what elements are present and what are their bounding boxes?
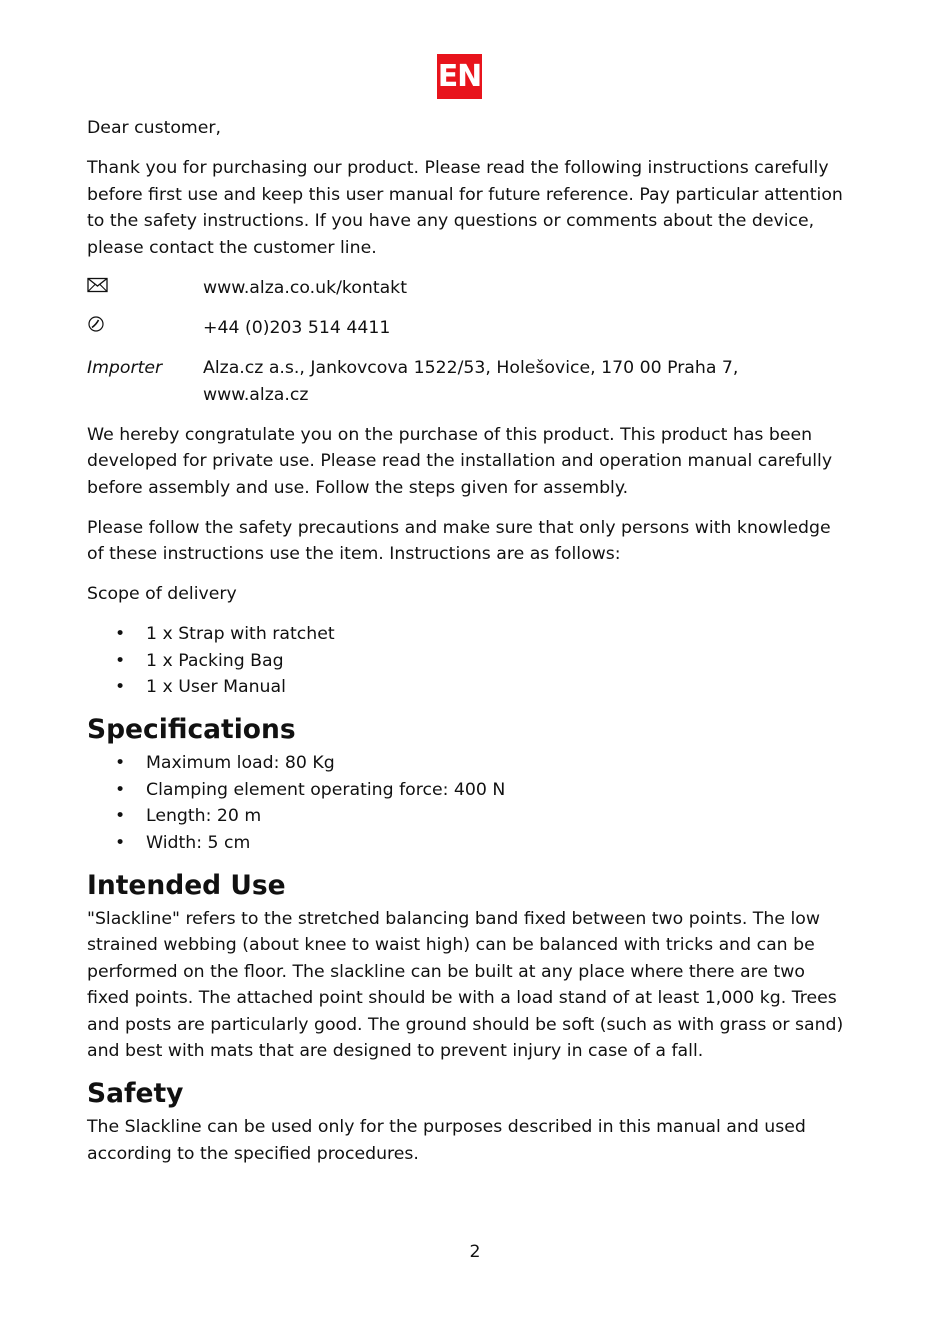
list-item: • Width: 5 cm [87,830,847,857]
bullet: • [115,624,126,644]
intended-use-heading: Intended Use [87,869,286,901]
phone-icon [87,315,105,342]
page-content [87,115,847,1181]
safety-paragraph: The Slackline can be used only for the purposes described in this manual and used according to the specified procedures. [87,1117,806,1164]
list-item: • Length: 20 m [87,803,847,830]
specifications-list [87,750,847,856]
scope-title: Scope of delivery [87,584,237,604]
list-item: • Maximum load: 80 Kg [87,750,847,777]
bullet: • [115,779,126,800]
list-item: • Clamping element operating force: 400 N [87,777,847,804]
list-item: • 1 x User Manual [87,674,847,701]
specifications-heading: Specifications [87,714,296,745]
contact-email: www.alza.co.uk/kontakt [203,277,407,298]
language-badge: EN [437,54,482,99]
contact-phone-row [87,315,847,342]
envelope-icon [87,275,109,302]
intended-use-paragraph: "Slackline" refers to the stretched balancing band fixed between two points. The low strained webbing (about knee to waist high) can be balanced with tricks and can be performed on the floor. The slackline can be built at any place where there are two fixed points. The attached point should be with a load stand of at least 1,000 kg. Trees and posts are particularly good. The ground should be soft (such as with grass or sand) and best with mats that are designed to prevent injury in case of a fall. [87,908,844,1061]
safety-heading: Safety [87,1078,184,1109]
contact-phone: +44 (0)203 514 4411 [203,317,391,338]
contact-email-row [87,275,847,302]
bullet: • [115,832,126,853]
bullet: • [115,806,126,826]
list-item: • 1 x Strap with ratchet [87,621,847,648]
bullet: • [115,753,126,773]
importer-label: Importer [87,358,163,378]
safety-precautions-paragraph: Please follow the safety precautions and make sure that only persons with knowledge of these instructions use the item. Instructions are as follows: [87,517,831,564]
page-number: 2 [469,1242,481,1262]
greeting: Dear customer, [87,118,221,138]
list-item: • 1 x Packing Bag [87,648,847,675]
intro-paragraph: Thank you for purchasing our product. Please read the following instructions carefully before first use and keep this user manual for future reference. Pay particular attention to the safety instructions. If you have any questions or comments about the device, please contact the customer line. [87,158,843,258]
congratulations-paragraph: We hereby congratulate you on the purchase of this product. This product has been developed for private use. Please read the installation and operation manual carefully before assembly and use. Follow the steps given for assembly. [87,424,833,498]
bullet: • [115,650,126,671]
importer-address: Alza.cz a.s., Jankovcova 1522/53, Holešovice, 170 00 Praha 7, www.alza.cz [203,358,739,405]
scope-list [87,621,847,701]
bullet: • [115,677,126,697]
contact-importer-row [87,355,847,408]
